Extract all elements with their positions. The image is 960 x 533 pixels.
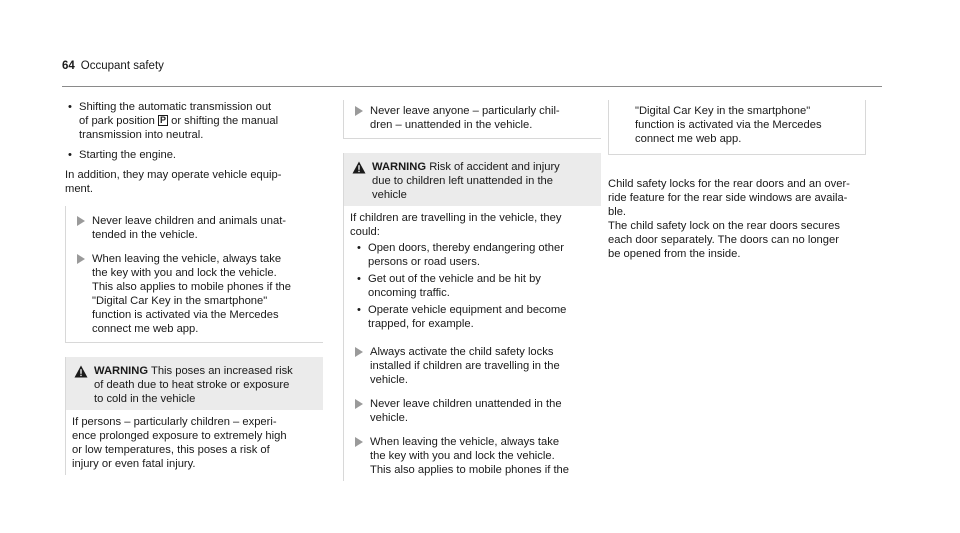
text-line: trapped, for example. [368,318,474,330]
text-line: connect me web app. [92,323,199,335]
warning-header [344,153,601,206]
list-item [354,272,593,300]
text-line: Never leave children unattended in the [370,398,562,410]
text-line: due to children left unattended in the [372,175,553,187]
instruction-box [343,100,601,139]
text-line: If children are travelling in the vehicle, they [350,212,562,224]
arrow-right-icon [355,106,363,116]
list-item [354,241,593,269]
warning-box [343,153,601,481]
list-item [65,148,323,162]
text-line: Always activate the child safety locks [370,346,554,358]
list-item [354,303,593,331]
arrow-right-icon [77,254,85,264]
arrow-right-icon [355,347,363,357]
warning-box [65,357,323,475]
warning-header [66,357,323,410]
text-line: function is activated via the Mercedes [635,119,822,131]
text-line: vehicle. [370,412,408,424]
paragraph [65,168,323,196]
page-number: 64 [62,60,75,72]
text-line: ble. [608,206,627,218]
arrow-right-icon [77,216,85,226]
park-position-symbol: P [159,115,166,125]
warning-body [344,206,601,481]
text-line: • Starting the engine. [79,149,177,161]
text-line: • Operate vehicle equipment and become [368,304,567,316]
text-line: This also applies to mobile phones if the [370,464,570,476]
text-line [79,114,323,128]
text-line: Child safety locks for the rear doors and an over- [608,178,850,190]
text-line: transmission into neutral. [79,129,204,141]
warning-triangle-icon [352,161,366,174]
text-line: tended in the vehicle. [92,229,198,241]
text-line: vehicle [372,189,407,201]
text-line: could: [350,226,380,238]
text-line: persons or road users. [368,256,480,268]
text-line: to cold in the vehicle [94,393,196,405]
column-2 [343,100,601,481]
text-line: The child safety lock on the rear doors secures [608,220,840,232]
text-line: This also applies to mobile phones if the [92,281,292,293]
text-line: the key with you and lock the vehicle. [92,267,277,279]
text-line: or low temperatures, this poses a risk of [72,444,270,456]
instruction-step [350,435,593,477]
section-title: Occupant safety [80,60,164,72]
text-line: injury or even fatal injury. [72,458,196,470]
warning-title: WARNING [372,161,427,173]
list-item [65,100,323,142]
instruction-continued [608,100,866,155]
instruction-step [350,397,593,425]
paragraph [608,177,866,261]
text-span: Risk of accident and injury [429,161,560,173]
text-line: installed if children are travelling in the [370,360,560,372]
warning-triangle-icon [74,365,88,378]
text-line: ment. [65,183,93,195]
text-line: ride feature for the rear side windows are availa- [608,192,848,204]
text-line: vehicle. [370,374,408,386]
text-line: When leaving the vehicle, always take [370,436,560,448]
text-line: • Get out of the vehicle and be hit by [368,273,541,285]
text-line: • Open doors, thereby endangering other [368,242,564,254]
text-line: the key with you and lock the vehicle. [370,450,555,462]
header-divider [62,86,882,87]
instruction-step [72,252,315,336]
arrow-right-icon [355,437,363,447]
text-line: • Shifting the automatic transmission out [79,101,272,113]
instruction-box [65,206,323,343]
text-line: When leaving the vehicle, always take [92,253,282,265]
text-line: "Digital Car Key in the smartphone" [92,295,268,307]
warning-title: WARNING [94,365,149,377]
text-line: oncoming traffic. [368,287,450,299]
arrow-right-icon [355,399,363,409]
instruction-step [72,214,315,242]
instruction-step [350,104,593,132]
column-1 [65,100,323,475]
text-span: of park position [79,115,158,127]
text-line: Never leave children and animals unat- [92,215,287,227]
text-line: each door separately. The doors can no longer [608,234,839,246]
instruction-step [350,345,593,387]
text-line: In addition, they may operate vehicle equip- [65,169,282,181]
text-line: be opened from the inside. [608,248,741,260]
page-header [62,60,882,72]
text-line [372,160,595,174]
text-line: of death due to heat stroke or exposure [94,379,290,391]
text-line: function is activated via the Mercedes [92,309,279,321]
text-line: "Digital Car Key in the smartphone" [635,105,811,117]
text-line [94,364,317,378]
text-line: Never leave anyone – particularly chil- [370,105,560,117]
warning-body [66,410,323,475]
text-line: dren – unattended in the vehicle. [370,119,533,131]
text-line: If persons – particularly children – experi- [72,416,277,428]
text-span: or shifting the manual [168,115,279,127]
column-3 [608,100,866,261]
text-line: ence prolonged exposure to extremely high [72,430,287,442]
text-span: This poses an increased risk [150,365,293,377]
text-line: connect me web app. [635,133,742,145]
